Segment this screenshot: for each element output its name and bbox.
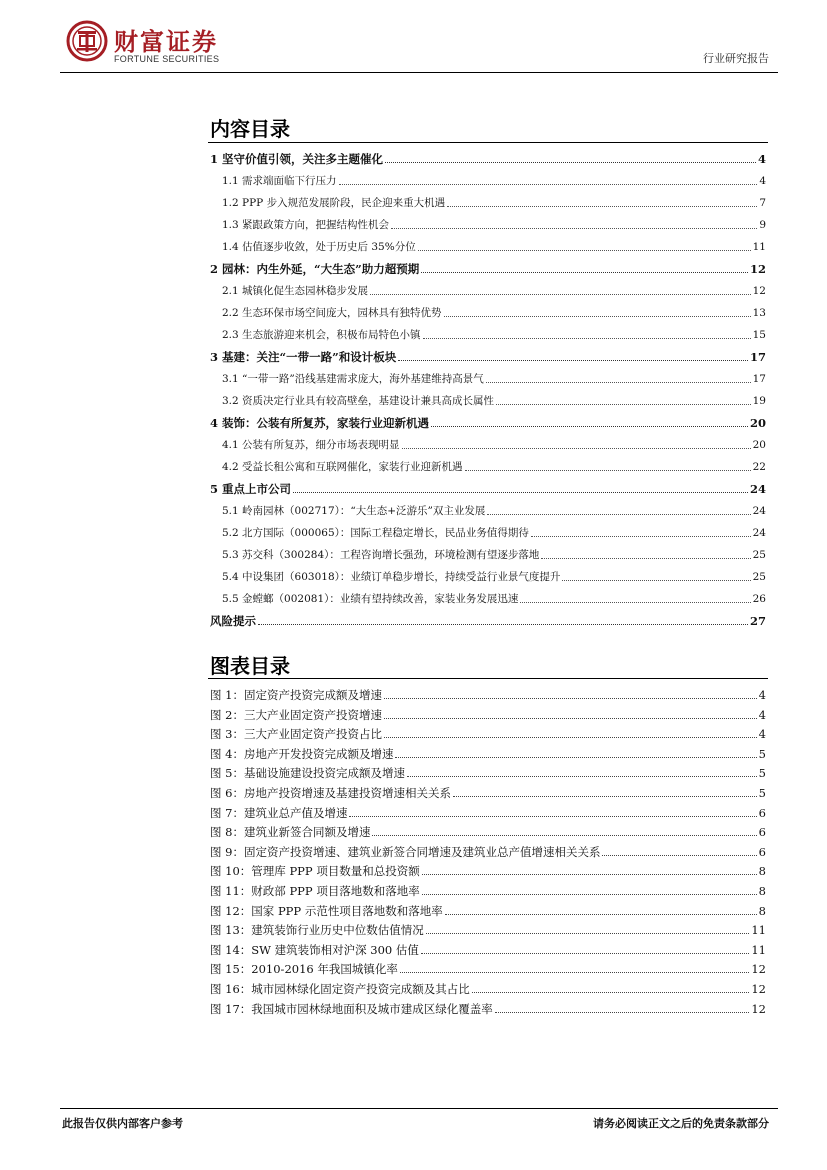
figure-list-entry[interactable] (210, 957, 766, 976)
toc-entry-label: 5.3 苏交科（300284）：工程咨询增长强劲，环境检测有望逐步落地 (222, 549, 540, 561)
toc-entry-page: 17 (752, 373, 766, 385)
figure-list-entry[interactable] (210, 997, 766, 1016)
toc-leader-dots (391, 227, 757, 229)
figure-entry-label: 图 10：管理库 PPP 项目数量和总投资额 (210, 864, 420, 879)
toc-entry-page: 27 (749, 614, 766, 628)
toc-entry-page: 17 (749, 350, 766, 364)
figure-leader-dots (472, 991, 750, 993)
figure-entry-page: 4 (758, 707, 766, 722)
figure-entry-label: 图 1：固定资产投资完成额及增速 (210, 688, 382, 702)
figure-entry-page: 5 (758, 746, 766, 761)
figure-leader-dots (453, 795, 757, 797)
figure-entry-page: 5 (758, 786, 766, 800)
toc-entry-label: 2.1 城镇化促生态园林稳步发展 (222, 285, 369, 297)
figure-list-entry[interactable] (210, 683, 766, 702)
figure-list-entry[interactable] (210, 703, 766, 722)
figure-list-entry[interactable] (210, 742, 766, 761)
toc-subsection-entry[interactable] (222, 455, 766, 474)
toc-title: 内容目录 (210, 117, 290, 141)
toc-entry-page: 12 (749, 262, 766, 276)
page-header (0, 0, 827, 80)
figure-entry-label: 图 2：三大产业固定资产投资增速 (210, 707, 382, 722)
figure-list-entry[interactable] (210, 918, 766, 937)
report-type-label: 行业研究报告 (703, 52, 769, 65)
figure-entry-label: 图 5：基础设施建设投资完成额及增速 (210, 766, 405, 781)
toc-entry-label: 5.2 北方国际（000065）：国际工程稳定增长，民品业务值得期待 (222, 527, 529, 539)
toc-subsection-entry[interactable] (222, 235, 766, 254)
toc-entry-label: 5.4 中设集团（603018）：业绩订单稳步增长，持续受益行业景气度提升 (222, 571, 561, 583)
figure-entry-page: 4 (758, 688, 766, 702)
toc-subsection-entry[interactable] (222, 433, 766, 452)
toc-entry-label: 3 基建：关注“一带一路”和设计板块 (210, 350, 397, 364)
toc-entry-label: 3.2 资质决定行业具有较高壁垒，基建设计兼具高成长属性 (222, 395, 495, 407)
footer-disclaimer-left: 此报告仅供内部客户参考 (62, 1117, 183, 1130)
toc-leader-dots (496, 403, 751, 405)
toc-entry-page: 4 (757, 152, 766, 166)
footer-divider (60, 1108, 778, 1109)
toc-section-entry[interactable] (210, 477, 766, 496)
toc-leader-dots (486, 381, 751, 383)
toc-entry-page: 12 (752, 285, 766, 297)
toc-subsection-entry[interactable] (222, 389, 766, 408)
figure-entry-label: 图 15：2010-2016 年我国城镇化率 (210, 962, 398, 977)
toc-entry-page: 24 (752, 527, 766, 539)
toc-leader-dots (487, 513, 750, 515)
toc-section-entry[interactable] (210, 257, 766, 276)
toc-entry-page: 15 (752, 329, 766, 341)
header-divider (60, 72, 778, 73)
footer-disclaimer-right: 请务必阅读正文之后的免责条款部分 (593, 1117, 769, 1130)
toc-leader-dots (398, 359, 748, 361)
toc-subsection-entry[interactable] (222, 587, 766, 606)
toc-section-entry[interactable] (210, 609, 766, 628)
toc-entry-label: 5.1 岭南园林（002717）：“大生态+泛游乐”双主业发展 (222, 505, 486, 517)
toc-subsection-entry[interactable] (222, 279, 766, 298)
toc-entry-page: 25 (752, 571, 766, 583)
figure-leader-dots (422, 893, 757, 895)
toc-leader-dots (423, 337, 751, 339)
figure-entry-label: 图 9：固定资产投资增速、建筑业新签合同增速及建筑业总产值增速相关关系 (210, 844, 601, 859)
figure-entry-page: 6 (758, 844, 766, 859)
figure-list-entry[interactable] (210, 722, 766, 741)
toc-subsection-entry[interactable] (222, 191, 766, 210)
toc-subsection-entry[interactable] (222, 301, 766, 320)
logo-chinese-text: 财富证券 (114, 27, 218, 56)
toc-entry-page: 9 (759, 219, 766, 231)
toc-entry-label: 5.5 金螳螂（002081）：业绩有望持续改善，家装业务发展迅速 (222, 593, 519, 605)
toc-leader-dots (465, 469, 751, 471)
figure-entry-label: 图 3：三大产业固定资产投资占比 (210, 727, 382, 742)
toc-subsection-entry[interactable] (222, 543, 766, 562)
figure-leader-dots (384, 736, 757, 738)
figure-leader-dots (384, 717, 757, 719)
figure-entry-page: 8 (758, 903, 766, 918)
figure-list-entry[interactable] (210, 859, 766, 878)
toc-entry-page: 24 (752, 505, 766, 517)
figure-entry-page: 12 (751, 1001, 766, 1016)
toc-subsection-entry[interactable] (222, 499, 766, 518)
figure-list-entry[interactable] (210, 879, 766, 898)
toc-entry-label: 1.3 紧跟政策方向，把握结构性机会 (222, 219, 390, 231)
toc-entry-label: 3.1 “一带一路”沿线基建需求庞大，海外基建维持高景气 (222, 373, 484, 385)
toc-entry-label: 1.4 估值逐步收敛，处于历史后 35%分位 (222, 241, 416, 253)
figure-leader-dots (602, 854, 756, 856)
toc-leader-dots (531, 535, 751, 537)
toc-leader-dots (562, 579, 750, 581)
figure-entry-page: 4 (758, 727, 766, 742)
figure-list-entry[interactable] (210, 840, 766, 859)
toc-entry-page: 25 (752, 549, 766, 561)
toc-entry-label: 1.2 PPP 步入规范发展阶段，民企迎来重大机遇 (222, 197, 446, 209)
figure-list-entry[interactable] (210, 899, 766, 918)
toc-leader-dots (258, 623, 748, 625)
toc-entry-label: 1.1 需求端面临下行压力 (222, 175, 337, 187)
toc-entry-label: 4.1 公装有所复苏，细分市场表现明显 (222, 439, 400, 451)
figure-list-divider (208, 678, 768, 679)
figure-list-entry[interactable] (210, 801, 766, 820)
figure-entry-label: 图 11：财政部 PPP 项目落地数和落地率 (210, 884, 420, 898)
toc-leader-dots (421, 271, 748, 273)
toc-section-entry[interactable] (210, 147, 766, 166)
figure-leader-dots (395, 756, 756, 758)
figure-entry-label: 图 4：房地产开发投资完成额及增速 (210, 746, 394, 761)
toc-entry-page: 4 (759, 175, 766, 187)
figure-entry-label: 图 13：建筑装饰行业历史中位数估值情况 (210, 923, 424, 938)
figure-entry-page: 8 (758, 884, 766, 898)
toc-entry-label: 1 坚守价值引领，关注多主题催化 (210, 152, 384, 166)
toc-entry-label: 2.2 生态环保市场空间庞大，园林具有独特优势 (222, 307, 442, 319)
toc-entry-page: 7 (759, 197, 766, 209)
figure-entry-page: 11 (751, 923, 766, 938)
figure-entry-page: 12 (751, 982, 766, 996)
figure-list-entry[interactable] (210, 761, 766, 780)
toc-title-divider (208, 142, 768, 143)
toc-leader-dots (418, 249, 751, 251)
toc-entry-label: 4 装饰：公装有所复苏，家装行业迎新机遇 (210, 416, 430, 430)
toc-section-entry[interactable] (210, 411, 766, 430)
toc-leader-dots (370, 293, 751, 295)
figure-leader-dots (426, 932, 750, 934)
toc-leader-dots (293, 491, 748, 493)
figure-entry-page: 6 (758, 805, 766, 820)
figure-entry-label: 图 17：我国城市园林绿地面积及城市建成区绿化覆盖率 (210, 1001, 493, 1016)
company-logo (66, 20, 266, 70)
toc-leader-dots (520, 601, 750, 603)
figure-entry-label: 图 6：房地产投资增速及基建投资增速相关关系 (210, 786, 451, 800)
figure-entry-label: 图 12：国家 PPP 示范性项目落地数和落地率 (210, 903, 443, 918)
figure-entry-label: 图 8：建筑业新签合同额及增速 (210, 825, 371, 840)
figure-leader-dots (407, 775, 757, 777)
toc-section-entry[interactable] (210, 345, 766, 364)
toc-subsection-entry[interactable] (222, 169, 766, 188)
figure-leader-dots (422, 873, 757, 875)
logo-english-text: FORTUNE SECURITIES (114, 54, 220, 64)
figure-entry-page: 5 (758, 766, 766, 781)
toc-entry-page: 20 (752, 439, 766, 451)
figure-leader-dots (349, 815, 756, 817)
figure-entry-page: 8 (758, 864, 766, 879)
figure-entry-page: 11 (751, 942, 766, 957)
toc-entry-label: 2 园林：内生外延，“大生态”助力超预期 (210, 262, 420, 276)
toc-subsection-entry[interactable] (222, 213, 766, 232)
figure-entry-label: 图 14：SW 建筑装饰相对沪深 300 估值 (210, 942, 419, 957)
toc-leader-dots (447, 205, 757, 207)
toc-entry-page: 13 (752, 307, 766, 319)
toc-entry-label: 5 重点上市公司 (210, 482, 292, 496)
toc-leader-dots (541, 557, 750, 559)
figure-leader-dots (372, 834, 756, 836)
toc-subsection-entry[interactable] (222, 367, 766, 386)
figure-list-entry[interactable] (210, 781, 766, 800)
figure-entry-label: 图 7：建筑业总产值及增速 (210, 805, 348, 820)
toc-subsection-entry[interactable] (222, 565, 766, 584)
toc-leader-dots (444, 315, 751, 317)
logo-emblem-icon (66, 20, 108, 62)
figure-entry-page: 12 (751, 962, 766, 977)
toc-entry-label: 2.3 生态旅游迎来机会，积极布局特色小镇 (222, 329, 421, 341)
toc-leader-dots (339, 183, 758, 185)
toc-entry-page: 20 (749, 416, 766, 430)
toc-entry-page: 24 (749, 482, 766, 496)
figure-entry-page: 6 (758, 825, 766, 840)
toc-entry-label: 4.2 受益长租公寓和互联网催化，家装行业迎新机遇 (222, 461, 463, 473)
figure-leader-dots (445, 913, 757, 915)
toc-leader-dots (431, 425, 748, 427)
toc-entry-page: 26 (752, 593, 766, 605)
toc-entry-label: 风险提示 (210, 614, 256, 628)
figure-list-entry[interactable] (210, 938, 766, 957)
figure-leader-dots (495, 1011, 750, 1013)
figure-entry-label: 图 16：城市园林绿化固定资产投资完成额及其占比 (210, 982, 470, 996)
toc-subsection-entry[interactable] (222, 323, 766, 342)
figure-list-entry[interactable] (210, 820, 766, 839)
toc-entry-page: 19 (752, 395, 766, 407)
figure-list-entry[interactable] (210, 977, 766, 996)
figure-leader-dots (384, 697, 757, 699)
figure-leader-dots (421, 952, 749, 954)
figure-leader-dots (400, 971, 749, 973)
toc-entry-page: 11 (752, 241, 766, 253)
toc-entry-page: 22 (752, 461, 766, 473)
toc-subsection-entry[interactable] (222, 521, 766, 540)
toc-leader-dots (402, 447, 751, 449)
toc-leader-dots (385, 161, 756, 163)
figure-list-title: 图表目录 (210, 654, 290, 678)
